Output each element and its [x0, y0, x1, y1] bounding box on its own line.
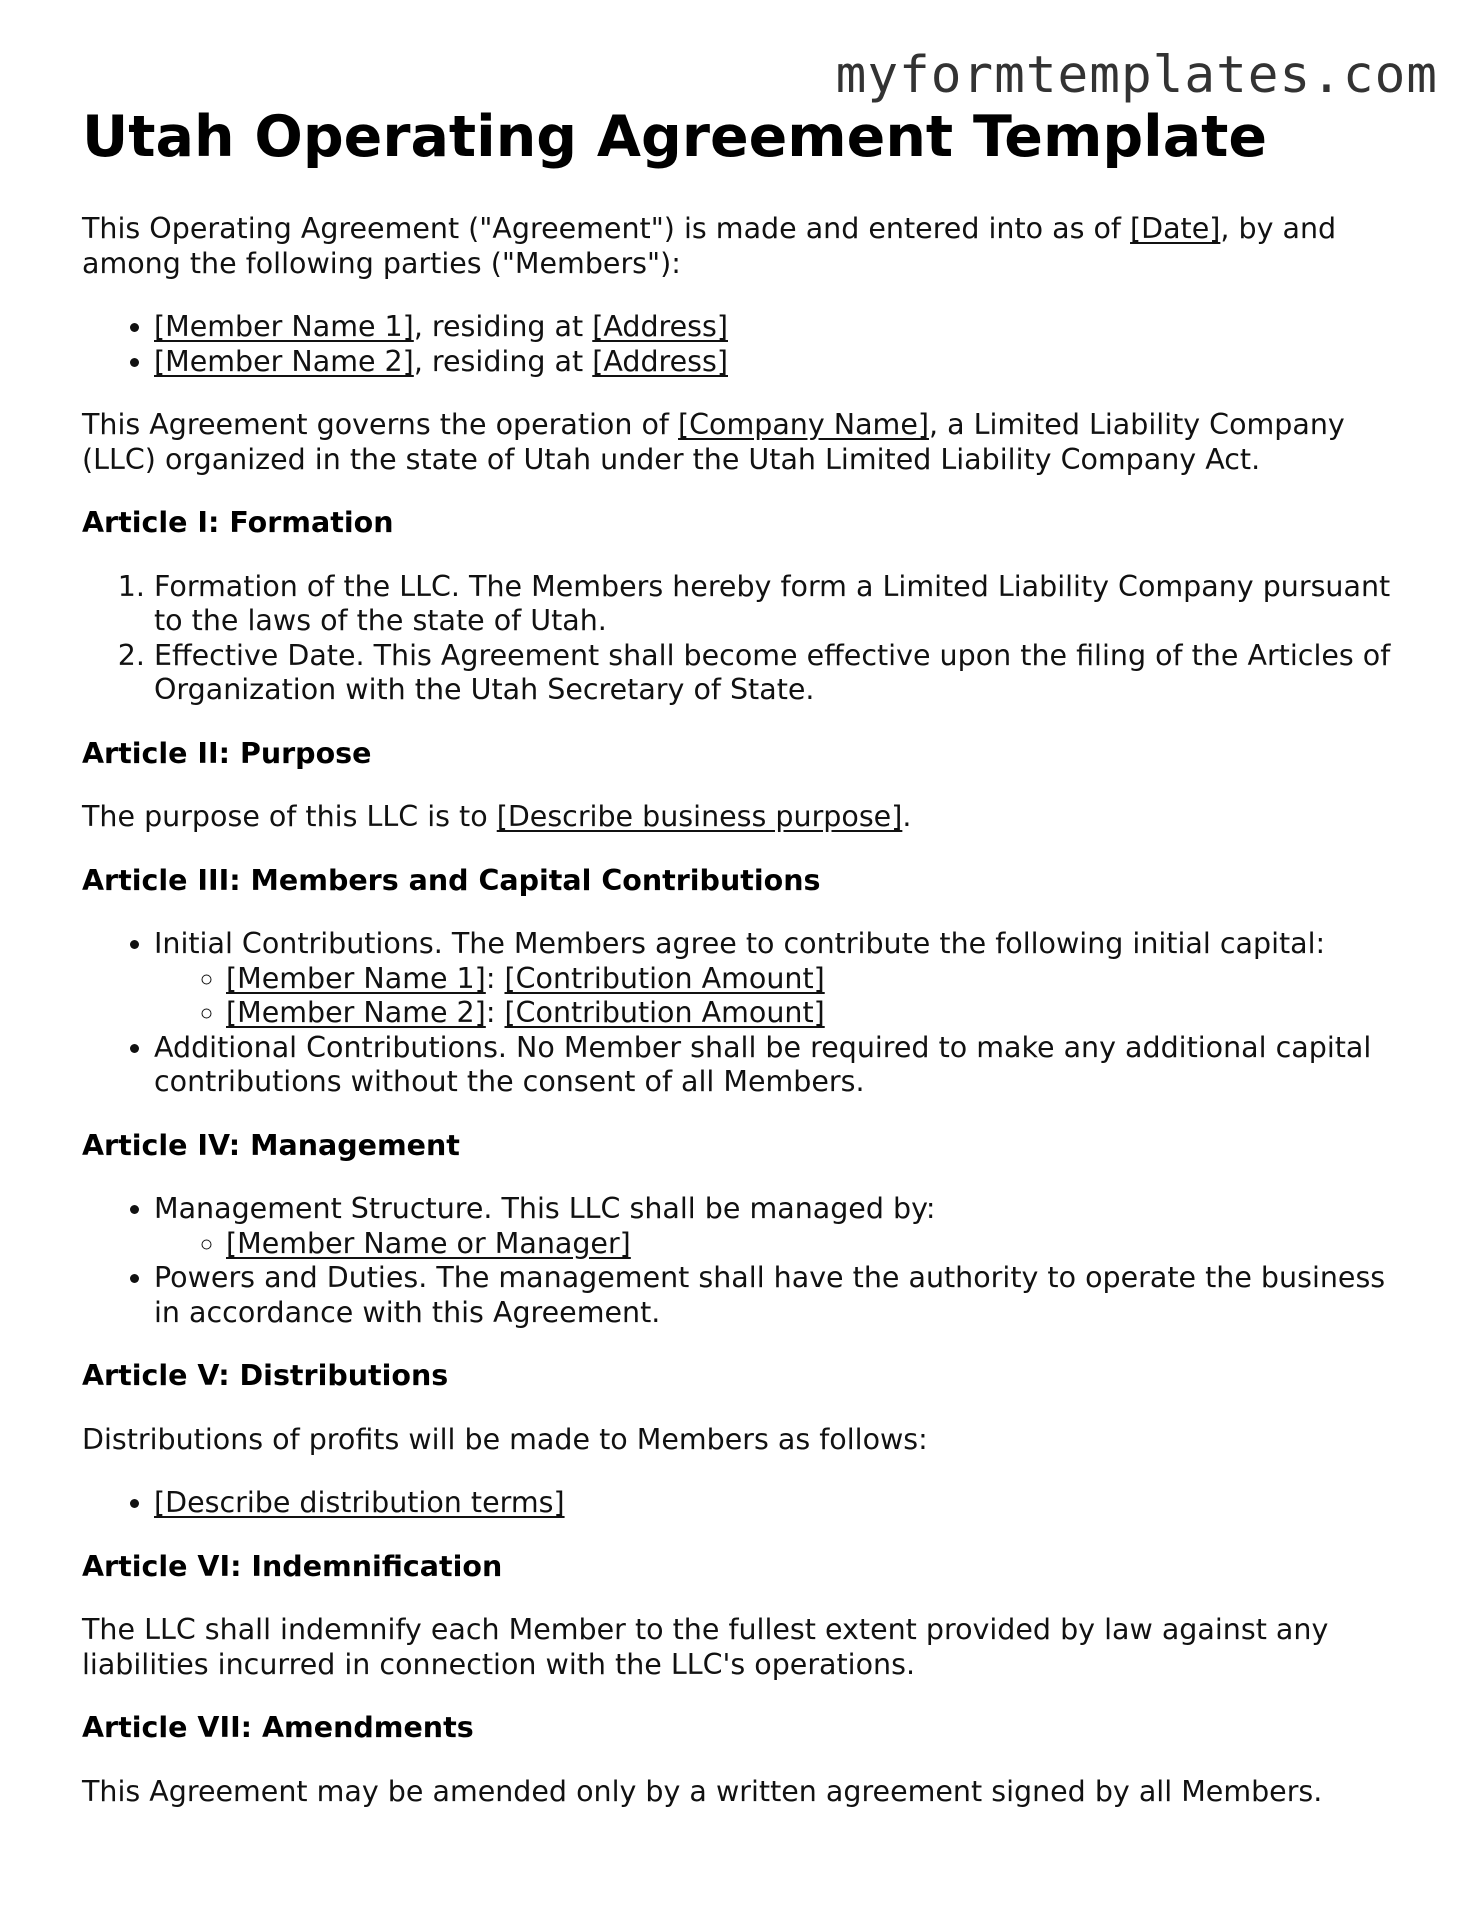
separator: : — [485, 996, 505, 1029]
article-1-list — [82, 570, 1412, 708]
list-item: • Powers and Duties. The management shall have the authority to operate the business in accordance with this Agreement. — [154, 1261, 1412, 1330]
article-5-list — [82, 1486, 1412, 1521]
list-item: 1. Formation of the LLC. The Members hereby form a Limited Liability Company pursuant to the laws of the state of Utah. — [154, 570, 1412, 639]
purpose-text-end: . — [902, 800, 912, 833]
article-6-heading: Article VI: Indemnification — [82, 1549, 503, 1583]
member-name-placeholder[interactable]: [Member Name 1] — [226, 961, 486, 995]
contributions-sublist — [154, 962, 1412, 1031]
list-item — [154, 310, 1412, 345]
company-name-placeholder[interactable]: [Company Name] — [678, 408, 929, 441]
article-3-list — [82, 927, 1412, 1100]
list-item — [154, 345, 1412, 380]
list-item — [154, 927, 1412, 1031]
purpose-paragraph — [82, 800, 1412, 835]
intro-paragraph — [82, 212, 1412, 281]
indemnification-paragraph: The LLC shall indemnify each Member to the fullest extent provided by law against any liabilities incurred in connection with the LLC's operations. — [82, 1613, 1329, 1681]
members-list — [82, 310, 1412, 379]
article-4-list — [82, 1192, 1412, 1330]
watermark: myformtemplates.com — [835, 46, 1438, 105]
amendments-paragraph: This Agreement may be amended only by a written agreement signed by all Members. — [82, 1774, 1323, 1808]
manager-sublist — [154, 1227, 1412, 1262]
intro-text-end: , by and among the following parties ("Members"): — [82, 212, 1337, 280]
manager-placeholder[interactable]: [Member Name or Manager] — [226, 1226, 631, 1260]
article-3-heading: Article III: Members and Capital Contributions — [82, 863, 821, 897]
article-7-heading: Article VII: Amendments — [82, 1711, 474, 1744]
list-item — [226, 996, 1412, 1031]
business-purpose-placeholder[interactable]: [Describe business purpose] — [496, 800, 903, 833]
residing-text: , residing at — [413, 344, 593, 378]
governs-paragraph — [82, 408, 1412, 477]
distributions-paragraph: Distributions of profits will be made to Members as follows: — [82, 1422, 928, 1456]
member-name-placeholder[interactable]: [Member Name 2] — [226, 996, 486, 1029]
intro-text: This Operating Agreement ("Agreement") is made and entered into as of — [82, 212, 1131, 245]
page-title: Utah Operating Agreement Template — [82, 104, 1268, 170]
governs-text: This Agreement governs the operation of — [82, 408, 679, 441]
contribution-amount-placeholder[interactable]: [Contribution Amount] — [504, 961, 825, 995]
separator: : — [485, 961, 505, 995]
list-item: 2. Effective Date. This Agreement shall become effective upon the filing of the Articles of Organization with the Utah Secretary of State. — [154, 639, 1412, 708]
article-1-heading: Article I: Formation — [82, 506, 394, 539]
list-item — [226, 1227, 1412, 1262]
member-name-placeholder[interactable]: [Member Name 1] — [154, 310, 414, 343]
contribution-amount-placeholder[interactable]: [Contribution Amount] — [504, 996, 825, 1029]
address-placeholder[interactable]: [Address] — [592, 310, 728, 343]
distribution-terms-placeholder[interactable]: [Describe distribution terms] — [154, 1486, 565, 1519]
member-name-placeholder[interactable]: [Member Name 2] — [154, 344, 414, 378]
article-4-heading: Article IV: Management — [82, 1128, 460, 1162]
list-item — [154, 1192, 1412, 1261]
management-structure-text: Management Structure. This LLC shall be managed by: — [154, 1192, 936, 1225]
governs-text-end: , a Limited Liability Company (LLC) organized in the state of Utah under the Utah Limited Liability Company Act. — [82, 408, 1345, 476]
initial-contributions-text: Initial Contributions. The Members agree to contribute the following initial capital: — [154, 927, 1326, 960]
address-placeholder[interactable]: [Address] — [592, 344, 728, 378]
article-5-heading: Article V: Distributions — [82, 1359, 449, 1392]
document-body — [82, 102, 1412, 1838]
purpose-text: The purpose of this LLC is to — [82, 800, 497, 833]
list-item: • Additional Contributions. No Member shall be required to make any additional capital contributions without the consent of all Members. — [154, 1031, 1412, 1100]
list-item — [226, 962, 1412, 997]
date-placeholder[interactable]: [Date] — [1130, 212, 1221, 245]
list-item — [154, 1486, 1412, 1521]
residing-text: , residing at — [413, 310, 593, 343]
article-2-heading: Article II: Purpose — [82, 736, 372, 770]
